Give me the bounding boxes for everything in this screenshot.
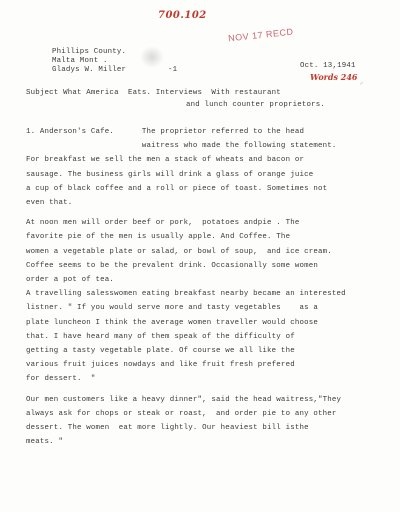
body-line: order a pot of tea. [26,276,115,284]
corner-mark: ✓ [360,80,364,87]
body-line: listner. " If you would serve more and tasty vegetables as a [26,304,319,313]
body-line: always ask for chops or steak or roast, and order pie to any other [26,409,337,418]
body-line: for dessert. " [26,375,96,384]
header-town: Malta Mont . [52,57,108,65]
received-date-stamp: NOV 17 RECD [227,26,294,44]
body-line: various fruit juices nowdays and like fruit fresh prefered [26,361,295,370]
body-line: favorite pie of the men is usually apple. And Coffee. The [26,233,291,242]
handwritten-word-count: Words 246 [310,72,358,82]
ink-smudge [140,46,164,68]
body-line: that. I have heard many of them speak of the difficulty of [26,332,295,341]
header-county: Phillips County. [52,48,127,56]
body-line: women a vegetable plate or salad, or bowl of soup, and ice cream. [26,247,332,256]
subject-line: Subject What America Eats. Interviews With restaurant [26,89,281,97]
subject-line-continued: and lunch counter proprietors. [186,101,326,109]
body-line: Coffee seems to be the prevalent drink. Occasionally some women [26,261,319,270]
body-line: Our men customers like a heavy dinner", said the head waitress,"They [26,395,342,404]
body-line: sausage. The business girls will drink a glass of orange juice [26,170,314,179]
handwritten-file-code: 700.102 [158,10,207,21]
body-line: even that. [26,199,73,207]
header-date: Oct. 13,1941 [300,62,356,70]
body-line: waitress who made the following statement. [26,142,337,151]
body-line: For breakfast we sell the men a stack of wheats and bacon or [26,156,305,165]
body-line: plate luncheon I think the average women traveller would choose [26,318,319,327]
body-line: 1. Anderson's Cafe. The proprietor referred to the head [26,128,305,136]
body-line: getting a tasty vegetable plate. Of course we all like the [26,347,295,355]
body-line: A travelling salesswomen eating breakfast nearby became an interested [26,290,346,299]
body-line: At noon men will order beef or pork, potatoes andpie . The [26,219,300,228]
header-author: Gladys W. Miller [52,66,127,74]
body-line: dessert. The women eat more lightly. Our heaviest bill isthe [26,424,309,432]
body-line: a cup of black coffee and a roll or piece of toast. Sometimes not [26,184,328,193]
header-page-number: -1 [168,66,178,74]
body-line: meats. " [26,438,64,447]
